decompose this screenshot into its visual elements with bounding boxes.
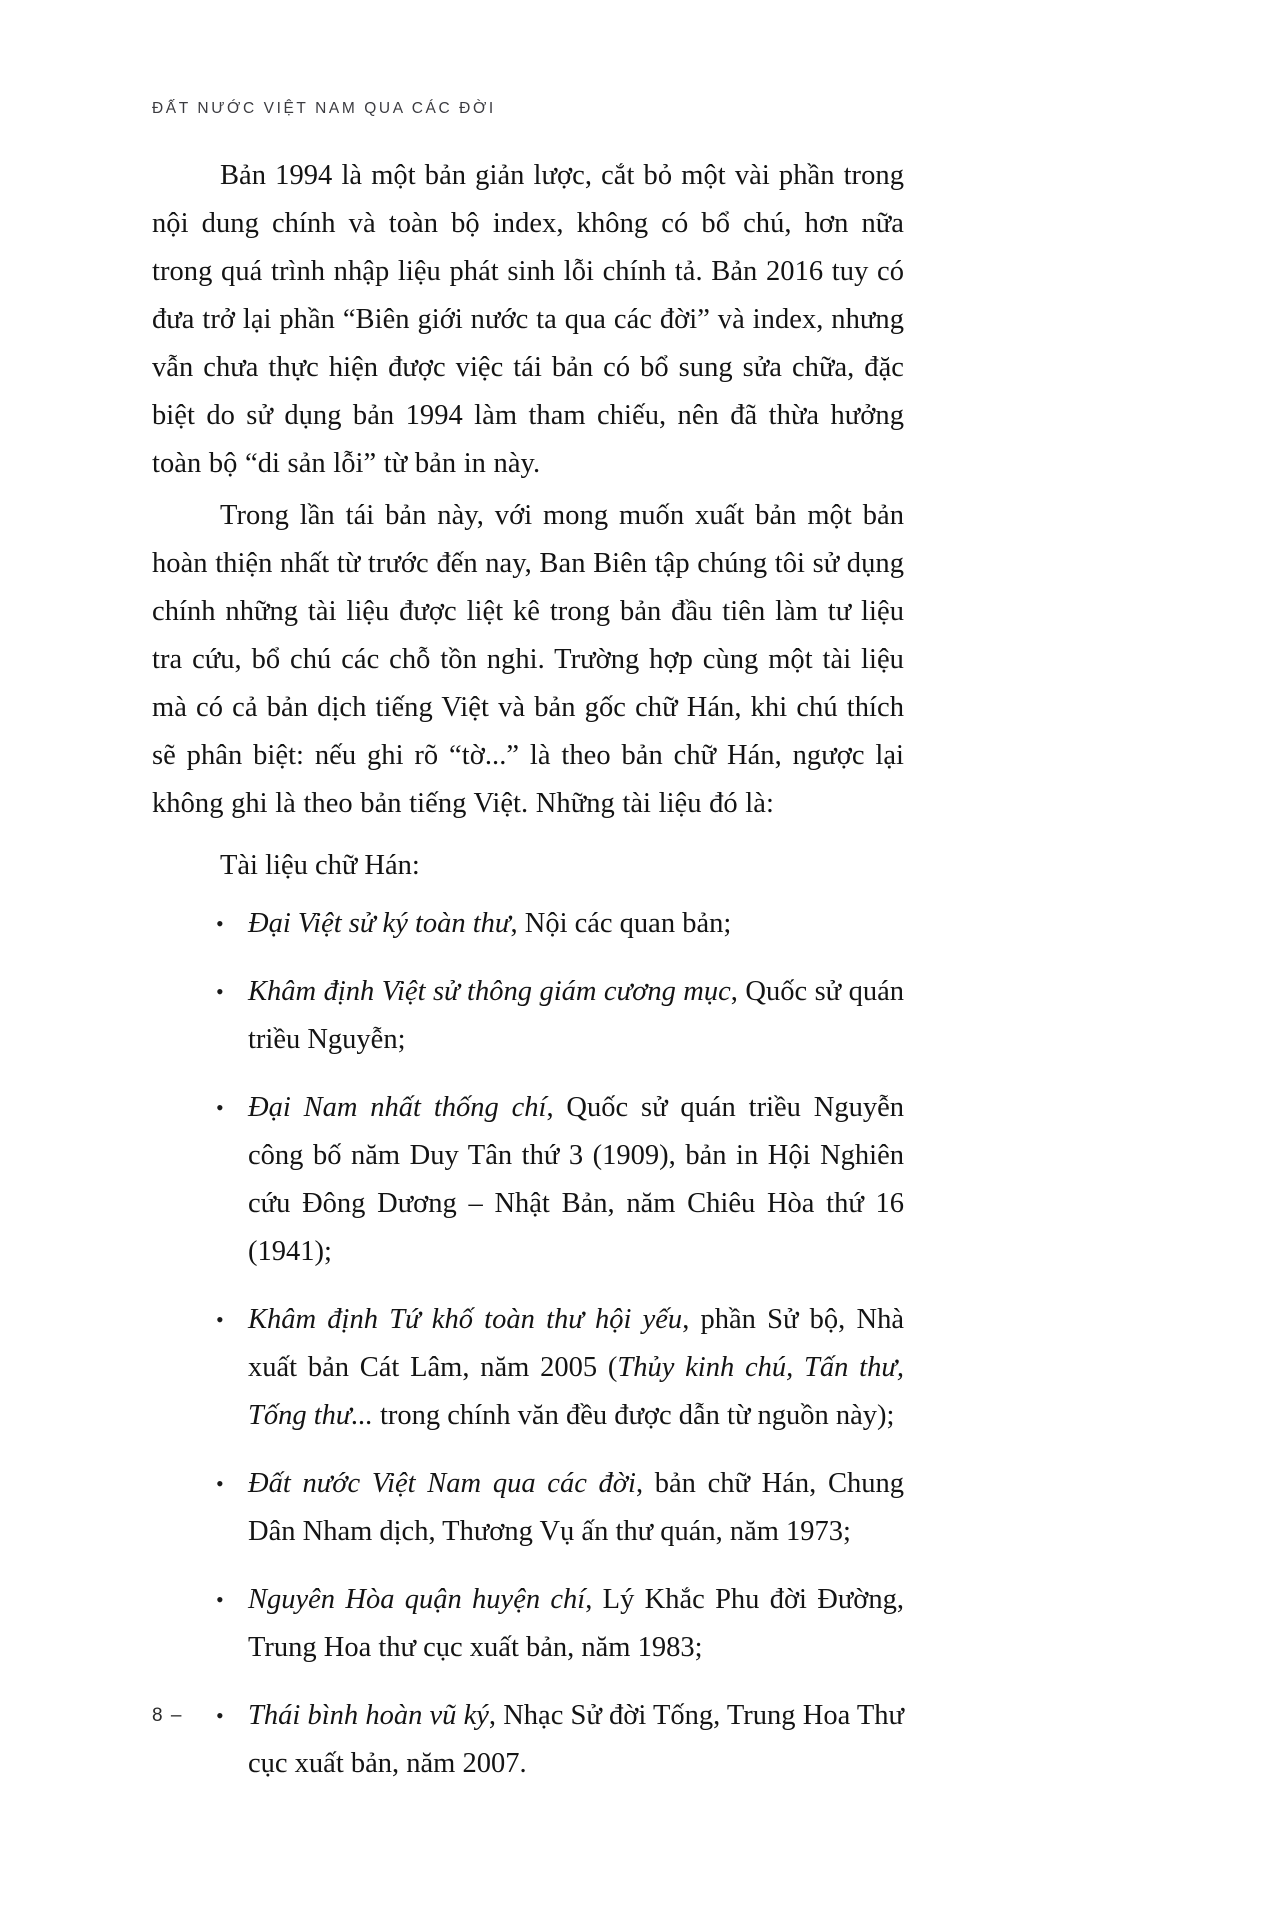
document-title: Đại Việt sử ký toàn thư — [248, 908, 511, 939]
bullet-icon: • — [216, 1307, 224, 1332]
list-item — [152, 900, 904, 948]
document-title: Đất nước Việt Nam qua các đời — [248, 1468, 636, 1499]
list-item — [152, 1460, 904, 1556]
document-detail: , Nội các quan bản; — [510, 908, 732, 939]
bullet-icon: • — [216, 1471, 224, 1496]
running-header: ĐẤT NƯỚC VIỆT NAM QUA CÁC ĐỜI — [152, 100, 496, 117]
document-title: Nguyên Hòa quận huyện chí — [248, 1584, 586, 1615]
list-item — [152, 1576, 904, 1672]
document-detail: , Nhạc Sử đời Tống, Trung Hoa Thư cục xuất bản, năm 2007. — [248, 1700, 904, 1779]
bullet-icon: • — [216, 1703, 224, 1728]
document-title: Khâm định Tứ khố toàn thư hội yếu — [248, 1304, 683, 1335]
paragraph-1: Bản 1994 là một bản giản lược, cắt bỏ một vài phần trong nội dung chính và toàn bộ index, không có bổ chú, hơn nữa trong quá trình nhập liệu phát sinh lỗi chính tả. Bản 2016 tuy có đưa trở lại phần “Biên giới nước ta qua các đời” và index, nhưng vẫn chưa thực hiện được việc tái bản có bổ sung sửa chữa, đặc biệt do sử dụng bản 1994 làm tham chiếu, nên đã thừa hưởng toàn bộ “di sản lỗi” từ bản in này. — [152, 160, 904, 479]
bullet-icon: • — [216, 979, 224, 1004]
document-list — [152, 900, 904, 1788]
bullet-icon: • — [216, 911, 224, 936]
document-detail: , phần Sử bộ, Nhà xuất bản Cát Lâm, năm 2005 ( — [248, 1304, 904, 1383]
document-detail: , bản chữ Hán, Chung Dân Nham dịch, Thương Vụ ấn thư quán, năm 1973; — [248, 1468, 904, 1547]
document-detail-tail: trong chính văn đều được dẫn từ nguồn này); — [372, 1400, 895, 1431]
document-title: Đại Nam nhất thống chí — [248, 1092, 547, 1123]
document-title: Thái bình hoàn vũ ký — [248, 1700, 489, 1731]
document-detail: , Lý Khắc Phu đời Đường, Trung Hoa thư cục xuất bản, năm 1983; — [248, 1584, 904, 1663]
list-item — [152, 1296, 904, 1440]
bullet-icon: • — [216, 1587, 224, 1612]
document-inner-title: Thủy kinh chú, Tấn thư, Tống thư... — [248, 1352, 904, 1431]
page-number: 8 – — [152, 1705, 183, 1726]
list-item — [152, 1084, 904, 1276]
bullet-icon: • — [216, 1095, 224, 1120]
list-item — [152, 1692, 904, 1788]
document-detail: , Quốc sử quán triều Nguyễn; — [248, 976, 904, 1055]
document-detail: , Quốc sử quán triều Nguyễn công bố năm Duy Tân thứ 3 (1909), bản in Hội Nghiên cứu Đông Dương – Nhật Bản, năm Chiêu Hòa thứ 16 (1941); — [248, 1092, 904, 1267]
document-title: Khâm định Việt sử thông giám cương mục — [248, 976, 731, 1007]
list-intro-line: Tài liệu chữ Hán: — [220, 850, 420, 881]
page-content — [152, 152, 904, 1788]
paragraph-2: Trong lần tái bản này, với mong muốn xuất bản một bản hoàn thiện nhất từ trước đến nay, Ban Biên tập chúng tôi sử dụng chính những tài liệu được liệt kê trong bản đầu tiên làm tư liệu tra cứu, bổ chú các chỗ tồn nghi. Trường hợp cùng một tài liệu mà có cả bản dịch tiếng Việt và bản gốc chữ Hán, khi chú thích sẽ phân biệt: nếu ghi rõ “tờ...” là theo bản chữ Hán, ngược lại không ghi là theo bản tiếng Việt. Những tài liệu đó là: — [152, 500, 904, 819]
list-item — [152, 968, 904, 1064]
